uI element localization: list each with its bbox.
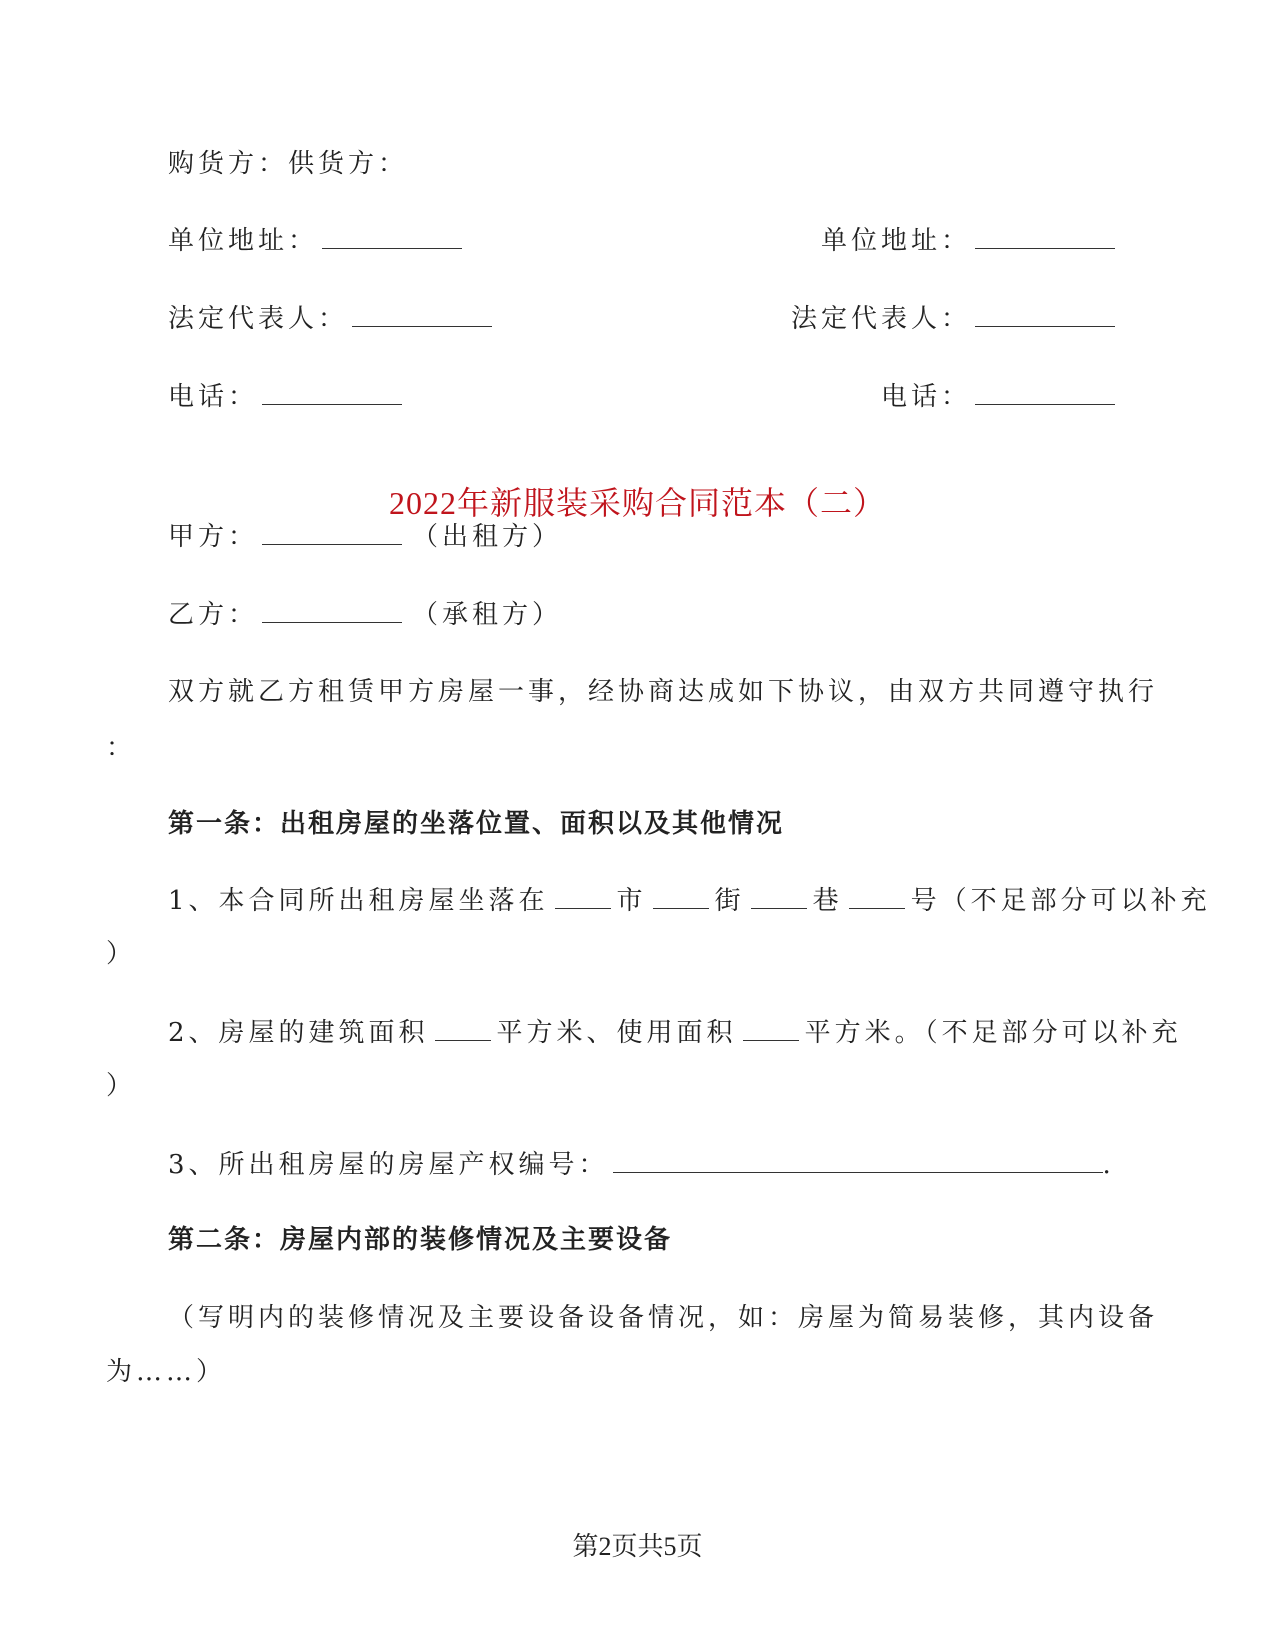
item-1-blank-3 (751, 882, 807, 909)
item-1-blank-1 (555, 882, 611, 909)
article-1-title: 第一条：出租房屋的坐落位置、面积以及其他情况 (168, 809, 785, 839)
item-2-tail: ） (106, 1071, 137, 1101)
item-1-num: 号（不足部分可以补充 (910, 886, 1211, 916)
contract-title: 2022年新服装采购合同范本（二） (388, 485, 886, 521)
item-2 (168, 1014, 1182, 1051)
left-address-row (168, 222, 462, 259)
party-b-blank (262, 596, 402, 623)
party-b-label: 乙方： (168, 600, 259, 630)
item-2-blank-2 (743, 1014, 799, 1041)
article-2-title: 第二条：房屋内部的装修情况及主要设备 (168, 1225, 673, 1255)
article-2-tail: 为……） (106, 1357, 227, 1387)
item-2-unit-1: 平方米、使用面积 (496, 1018, 737, 1048)
item-2-unit-2: 平方米。（不足部分可以补充 (804, 1018, 1182, 1048)
item-2-blank-1 (435, 1014, 491, 1041)
right-phone-row (881, 378, 1115, 415)
item-1-lane: 巷 (812, 886, 843, 916)
item-1-street: 街 (714, 886, 745, 916)
right-rep-row (791, 300, 1115, 337)
right-phone-label: 电话： (880, 382, 971, 412)
item-1 (168, 882, 1211, 919)
party-a-blank (262, 518, 402, 545)
item-1-blank-4 (849, 882, 905, 909)
item-1-tail: ） (106, 939, 137, 969)
left-phone-blank (262, 378, 402, 405)
buyer-seller-line: 购货方：供货方： (168, 149, 409, 179)
right-address-blank (975, 222, 1115, 249)
left-rep-blank (352, 300, 492, 327)
page-footer: 第2页共5页 (572, 1532, 703, 1561)
intro-tail: ： (106, 733, 137, 763)
party-b-row (168, 596, 562, 633)
party-a-row (168, 518, 562, 555)
item-3-prefix: 3、所出租房屋的房屋产权编号： (168, 1150, 609, 1180)
item-3-end: . (1102, 1150, 1115, 1180)
left-rep-row (168, 300, 492, 337)
party-a-label: 甲方： (168, 522, 259, 552)
left-address-label: 单位地址： (168, 226, 319, 256)
article-2-body: （写明内的装修情况及主要设备设备情况，如：房屋为简易装修，其内设备 (168, 1303, 1159, 1333)
intro-paragraph: 双方就乙方租赁甲方房屋一事，经协商达成如下协议，由双方共同遵守执行 (168, 677, 1159, 707)
item-1-prefix: 1、本合同所出租房屋坐落在 (168, 886, 549, 916)
right-rep-blank (975, 300, 1115, 327)
left-address-blank (322, 222, 462, 249)
item-3-blank (613, 1146, 1103, 1173)
right-address-label: 单位地址： (820, 226, 971, 256)
item-1-blank-2 (653, 882, 709, 909)
item-1-city: 市 (616, 886, 647, 916)
party-a-note: （出租方） (412, 522, 563, 552)
left-phone-label: 电话： (168, 382, 259, 412)
item-2-prefix: 2、房屋的建筑面积 (168, 1018, 429, 1048)
right-rep-label: 法定代表人： (790, 304, 971, 334)
party-b-note: （承租方） (412, 600, 563, 630)
left-rep-label: 法定代表人： (168, 304, 349, 334)
right-address-row (821, 222, 1115, 259)
item-3 (168, 1146, 1115, 1183)
left-phone-row (168, 378, 402, 415)
right-phone-blank (975, 378, 1115, 405)
